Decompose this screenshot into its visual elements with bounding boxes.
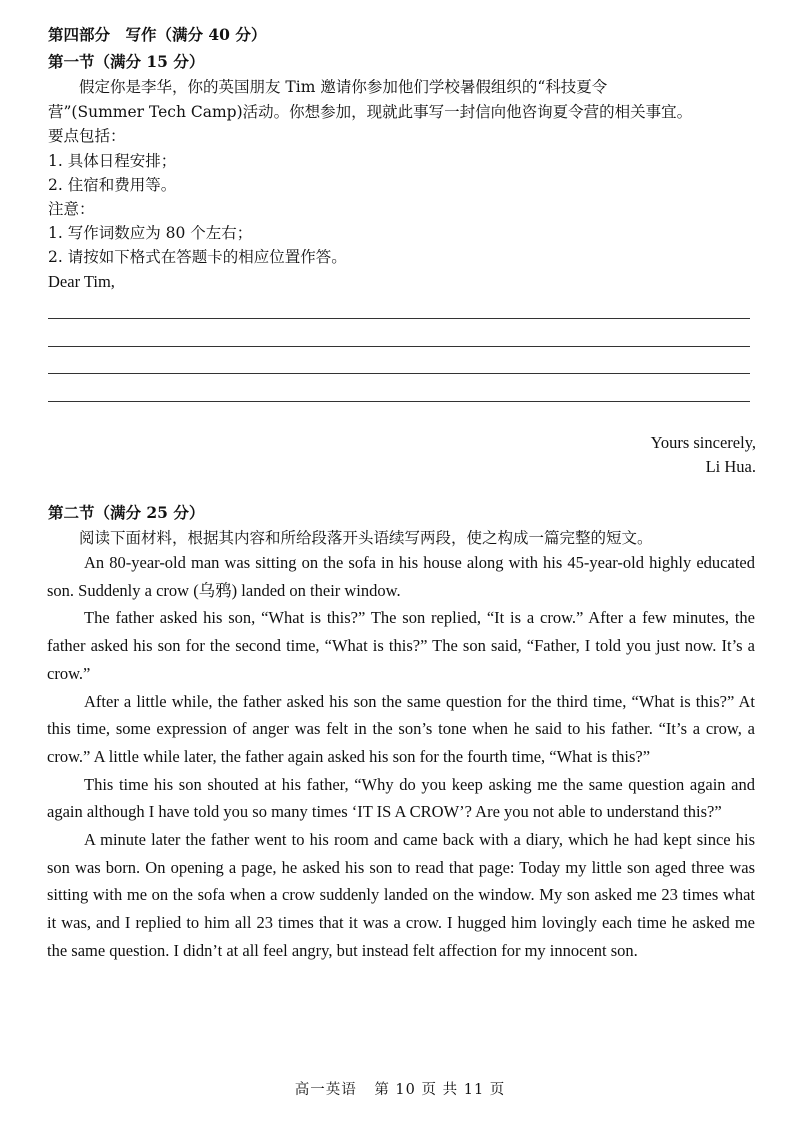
closing: Yours sincerely, (650, 433, 756, 452)
point-item-2: 2. 住宿和费用等。 (48, 176, 177, 194)
answer-line-1 (48, 318, 750, 319)
footer-page-info: 第 10 页 共 11 页 (374, 1082, 506, 1098)
answer-line-2 (48, 346, 750, 347)
section1-heading: 第一节（满分 15 分） (48, 52, 205, 71)
prompt-line-1: 假定你是李华，你的英国朋友 Tim 邀请你参加他们学校暑假组织的“科技夏令 (48, 78, 608, 96)
story-paragraph-4: This time his son shouted at his father, “Why do you keep asking me the same question again and again although I have told you so many times ‘IT IS A CROW’? Are you not able to understand this?” (47, 774, 755, 822)
signature: Li Hua. (705, 457, 756, 476)
story-passage (47, 549, 755, 965)
salutation: Dear Tim, (48, 272, 115, 291)
story-paragraph-3: After a little while, the father asked his son the same question for the third time, “What is this?” At this time, some expression of anger was felt in the son’s tone when he said to his father. “It’s a crow, a crow.” A little while later, the father again asked his son for the fourth time, “What is this?” (47, 691, 755, 766)
prompt-line-2: 营”(Summer Tech Camp)活动。你想参加，现就此事写一封信向他咨询夏令营的相关事宜。 (48, 103, 693, 121)
story-paragraph-5: A minute later the father went to his room and came back with a diary, which he had kept since his son was born. On opening a page, he asked his son to read that page: Today my little son aged three was sitting with me on the sofa when a crow suddenly landed on the window. My son asked me 23 times what it was, and I replied to him all 23 times that it was a crow. I hugged him lovingly each time he asked me the same question. I didn’t at all feel angry, but instead felt affection for my innocent son. (47, 830, 755, 960)
footer-subject: 高一英语 (294, 1082, 357, 1098)
page-footer (0, 1078, 800, 1099)
section2-heading: 第二节（满分 25 分） (48, 503, 205, 522)
section2-instruction: 阅读下面材料，根据其内容和所给段落开头语续写两段，使之构成一篇完整的短文。 (48, 529, 653, 547)
note-item-1: 1. 写作词数应为 80 个左右； (48, 224, 253, 242)
answer-line-3 (48, 373, 750, 374)
answer-line-4 (48, 401, 750, 402)
note-item-2: 2. 请按如下格式在答题卡的相应位置作答。 (48, 248, 347, 266)
story-paragraph-1: An 80-year-old man was sitting on the sofa in his house along with his 45-year-old highly educated son. Suddenly a crow (乌鸦) landed on their window. (47, 553, 755, 600)
notes-intro: 注意： (48, 200, 95, 218)
points-intro: 要点包括： (48, 127, 126, 145)
point-item-1: 1. 具体日程安排； (48, 152, 177, 170)
story-paragraph-2: The father asked his son, “What is this?” The son replied, “It is a crow.” After a few minutes, the father asked his son for the second time, “What is this?” The son said, “Father, I told you just now. It’s a crow.” (47, 608, 755, 683)
part-heading: 第四部分 写作（满分 40 分） (48, 25, 267, 44)
